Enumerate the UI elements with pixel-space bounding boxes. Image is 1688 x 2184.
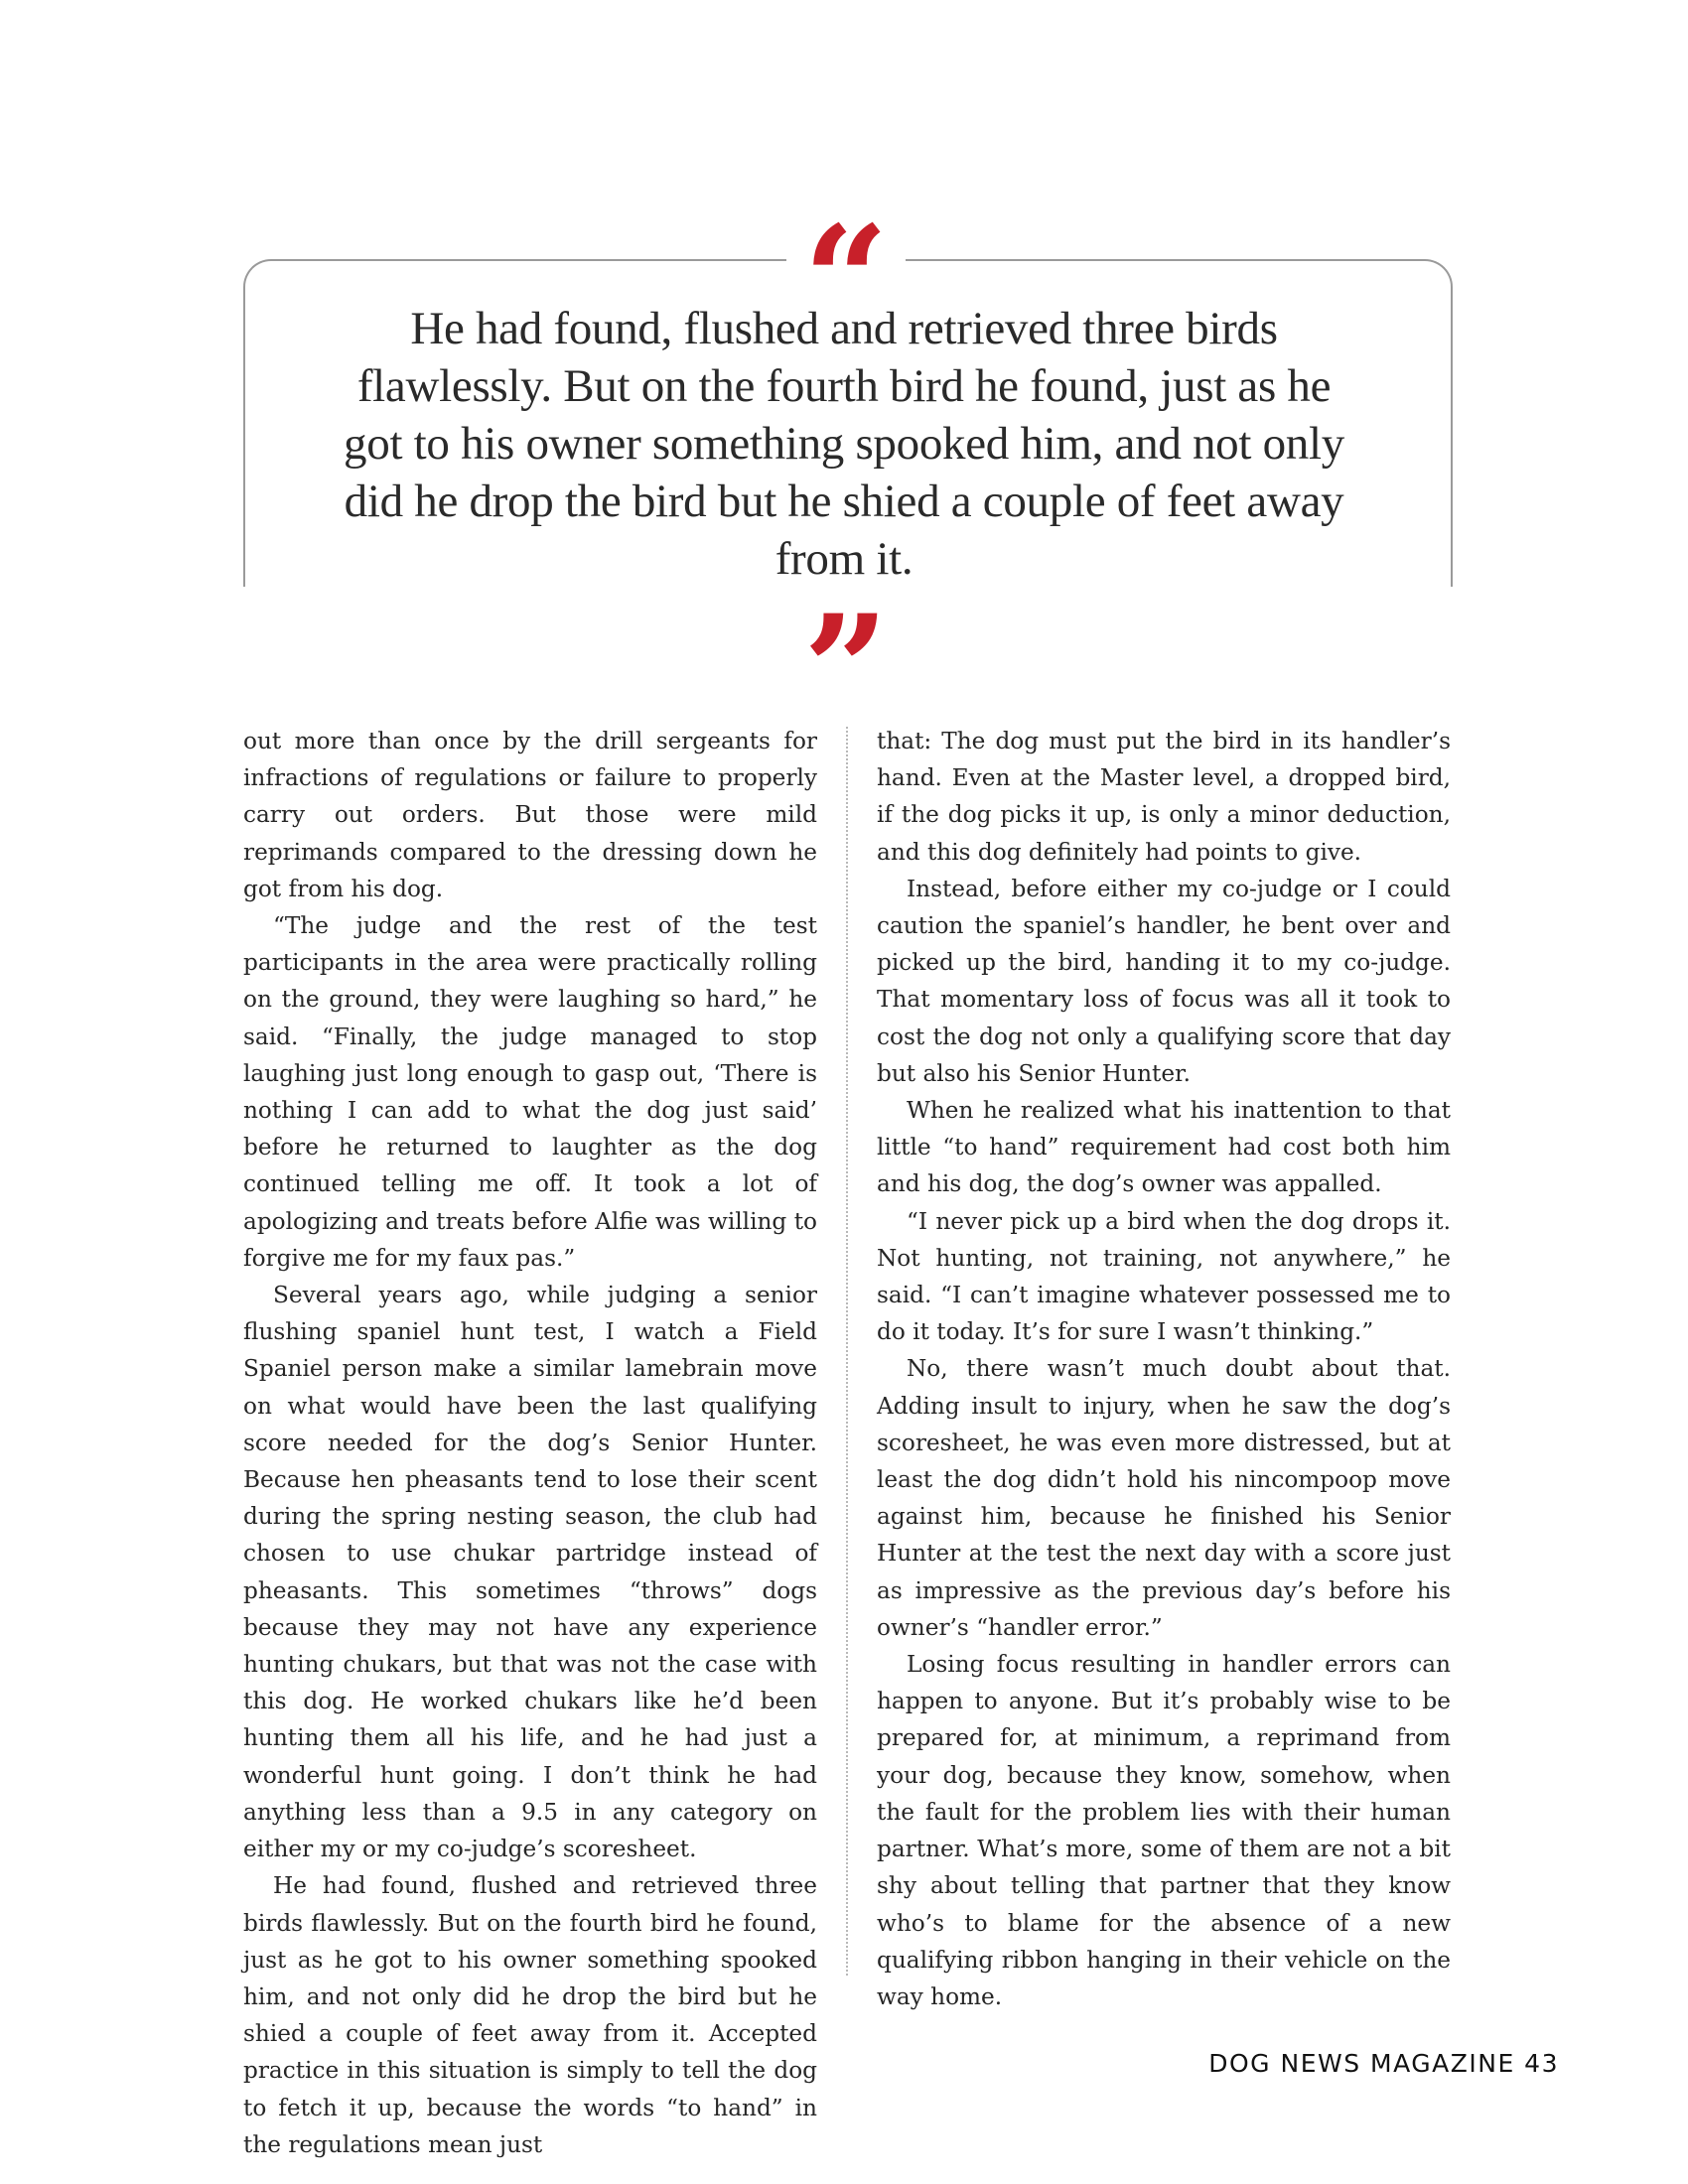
article-paragraph: out more than once by the drill sergeants for infractions of regulations or failure to properly carry out orders. But those were mild reprimands compared to the dressing down he got from his dog. bbox=[243, 728, 817, 902]
article-paragraph: Losing focus resulting in handler errors can happen to anyone. But it’s probably wise to be prepared for, at minimum, a reprimand from your dog, because they know, somehow, when the fault for the problem lies with their human partner. What’s more, some of them are not a bit shy about telling that partner that they know who’s to blame for the absence of a new qualifying ribbon hanging in their vehicle on the way home. bbox=[877, 1651, 1451, 2010]
column-divider bbox=[846, 727, 848, 1976]
article-paragraph: When he realized what his inattention to that little “to hand” requirement had cost both him and his dog, the dog’s owner was appalled. bbox=[877, 1097, 1451, 1198]
pull-quote-text: He had found, flushed and retrieved three birds flawlessly. But on the fourth bird he found, just as he got to his owner something spooked him, and not only did he drop the bird but he shied a couple of feet away from it. bbox=[344, 303, 1344, 585]
article-paragraph: He had found, flushed and retrieved three birds flawlessly. But on the fourth bird he found, just as he got to his owner something spooked him, and not only did he drop the bird but he shied a couple of feet away from it. Accepted practice in this situation is simply to tell the dog to fetch it up, because the words “to hand” in the regulations mean just bbox=[243, 1872, 817, 2158]
article-column-left bbox=[243, 723, 817, 2163]
open-quote-mark: “ bbox=[786, 206, 906, 286]
article-paragraph: “The judge and the rest of the test participants in the area were practically rolling on the ground, they were laughing so hard,” he said. “Finally, the judge managed to stop laughing just long enough to gasp out, ‘There is nothing I can add to what the dog just said’ before he returned to laughter as the dog continued telling me off. It took a lot of apologizing and treats before Alfie was willing to forgive me for my faux pas.” bbox=[243, 912, 817, 1272]
article-paragraph: No, there wasn’t much doubt about that. Adding insult to injury, when he saw the dog’s scoresheet, he was even more distressed, but at least the dog didn’t hold his nincompoop move against him, because he finished his Senior Hunter at the test the next day with a score just as impressive as the previous day’s before his owner’s “handler error.” bbox=[877, 1355, 1451, 1641]
article-column-right bbox=[877, 723, 1451, 2015]
article-paragraph: that: The dog must put the bird in its handler’s hand. Even at the Master level, a dropped bird, if the dog picks it up, is only a minor deduction, and this dog definitely had points to give. bbox=[877, 728, 1451, 866]
article-paragraph: Several years ago, while judging a senior flushing spaniel hunt test, I watch a Field Spaniel person make a similar lamebrain move on what would have been the last qualifying score needed for the dog’s Senior Hunter. Because hen pheasants tend to lose their scent during the spring nesting season, the club had chosen to use chukar partridge instead of pheasants. This sometimes “throws” dogs because they may not have any experience hunting chukars, but that was not the case with this dog. He worked chukars like he’d been hunting them all his life, and he had just a wonderful hunt going. I don’t think he had anything less than a 9.5 in any category on either my or my co-judge’s scoresheet. bbox=[243, 1282, 817, 1863]
article-paragraph: Instead, before either my co-judge or I could caution the spaniel’s handler, he bent over and picked up the bird, handing it to my co-judge. That momentary loss of focus was all it took to cost the dog not only a qualifying score that day but also his Senior Hunter. bbox=[877, 875, 1451, 1087]
article-paragraph: “I never pick up a bird when the dog drops it. Not hunting, not training, not anywhere,” he said. “I can’t imagine whatever possessed me to do it today. It’s for sure I wasn’t thinking.” bbox=[877, 1207, 1451, 1346]
close-quote-mark: ” bbox=[802, 583, 890, 757]
page-folio: DOG NEWS MAGAZINE 43 bbox=[1208, 2049, 1559, 2078]
